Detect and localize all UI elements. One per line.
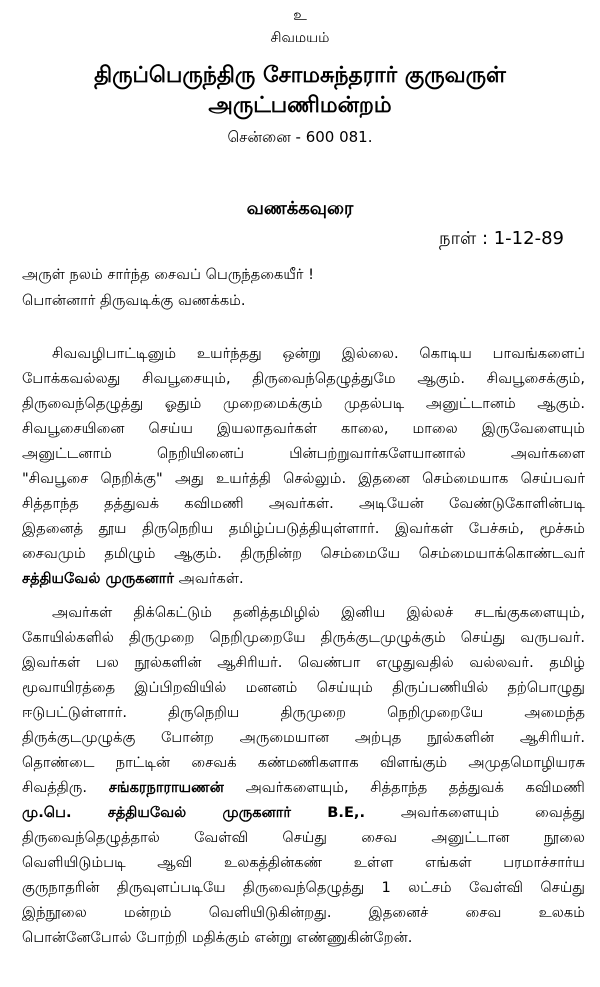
- text-fragment: அவர்கள்.: [174, 570, 244, 587]
- text-line: சிவபூசையினை செய்ய இயலாதவர்கள் காலை, மாலை இருவேளையும்: [22, 420, 585, 437]
- text-line: இந்நூலை மன்றம் வெளியிடுகின்றது. இதனைச் சைவ உலகம்: [22, 904, 585, 921]
- text-line: [22, 803, 585, 823]
- text-line: சித்தாந்த தத்துவக் கவிமணி அவர்கள். அடியேன் வேண்டுகோளின்படி: [22, 495, 585, 512]
- text-line: திருக்குடமுழுக்கு போன்ற அருமையான அற்புத நூல்களின் ஆசிரியர்.: [22, 729, 585, 746]
- text-line: இவர்கள் பல நூல்களின் ஆசிரியர். வெண்பா எழுதுவதில் வல்லவர். தமிழ்: [22, 654, 585, 671]
- letter-date: நாள் : 1-12-89: [439, 228, 564, 249]
- text-line: கோயில்களில் திருமுறை நெறிமுறையே திருக்குடமுழுக்கும் செய்து வருபவர்.: [22, 629, 585, 646]
- org-title-line1: திருப்பெருந்திரு சோமசுந்தரார் குருவருள்: [94, 63, 506, 88]
- text-line: ஈடுபட்டுள்ளார். திருநெறிய திருமுறை நெறிமுறையே அமைந்த: [22, 704, 585, 721]
- org-title-line2: அருட்பணிமன்றம்: [208, 93, 392, 118]
- text-line: "சிவபூசை நெறிக்கு" அது உயர்த்தி செல்லும். இதனை செம்மையாக செய்பவர்: [22, 470, 585, 487]
- salutation-line: அருள் நலம் சார்ந்த சைவப் பெருந்தகையீர் !: [22, 266, 314, 283]
- text-fragment: அவர்களையும் வைத்து: [365, 804, 585, 821]
- text-line: திருவைந்தெழுத்து ஓதும் முறைமைக்கும் முதல்படி அனுட்டானம் ஆகும்.: [22, 395, 585, 412]
- person-name: சங்கரநாராயணன்: [108, 779, 224, 796]
- text-line: சிவவழிபாட்டினும் உயர்ந்தது ஒன்று இல்லை. கொடிய பாவங்களைப்: [52, 345, 585, 362]
- text-line: திருவைந்தெழுத்தால் வேள்வி செய்து சைவ அனுட்டான நூலை: [22, 829, 585, 846]
- text-line: [22, 569, 585, 589]
- om-symbol: உ: [293, 6, 307, 24]
- text-line: அனுட்டனாம் நெறியினைப் பின்பற்றுவார்களேயானால் அவர்களை: [22, 445, 585, 462]
- invocation: சிவமயம்: [270, 30, 330, 46]
- text-line: போக்கவல்லது சிவபூசையும், திருவைந்தெழுத்துமே ஆகும். சிவபூசைக்கும்,: [22, 370, 585, 387]
- text-fragment: சிவத்திரு.: [22, 779, 109, 796]
- text-line: அவர்கள் திக்கெட்டும் தனித்தமிழில் இனிய இல்லச் சடங்குகளையும்,: [52, 604, 585, 621]
- author-name: சத்தியவேல் முருகனார்: [22, 570, 175, 587]
- text-line: சைவமும் தமிழும் ஆகும். திருநின்ற செம்மையே செம்மையாக்கொண்டவர்: [22, 545, 585, 562]
- text-line: வெளியிடும்படி ஆவி உலகத்தின்கண் உள்ள எங்கள் பரமாச்சார்ய: [22, 854, 585, 871]
- text-line: குருநாதரின் திருவுளப்படியே திருவைந்தெழுத்து 1 லட்சம் வேள்வி செய்து: [22, 879, 585, 896]
- person-name: மு.பெ. சத்தியவேல் முருகனார் B.E,.: [22, 804, 366, 821]
- text-line: மூவாயிரத்தை இப்பிறவியில் மனனம் செய்யும் திருப்பணியில் தற்பொழுது: [22, 679, 585, 696]
- text-fragment: அவர்களையும், சித்தாந்த தத்துவக் கவிமணி: [223, 779, 585, 796]
- section-title: வணக்கவுரை: [246, 198, 354, 219]
- text-line: பொன்னேபோல் போற்றி மதிக்கும் என்று எண்ணுகின்றேன்.: [22, 929, 413, 946]
- text-line: தொண்டை நாட்டின் சைவக் கண்மணிகளாக விளங்கும் அமுதமொழியரசு: [22, 754, 585, 771]
- address: சென்னை - 600 081.: [227, 128, 373, 146]
- text-line: [22, 778, 585, 798]
- salutation-line: பொன்னார் திருவடிக்கு வணக்கம்.: [22, 292, 246, 309]
- text-line: இதனைத் தூய திருநெறிய தமிழ்ப்படுத்தியுள்ளார். இவர்கள் பேச்சும், மூச்சும்: [22, 520, 585, 537]
